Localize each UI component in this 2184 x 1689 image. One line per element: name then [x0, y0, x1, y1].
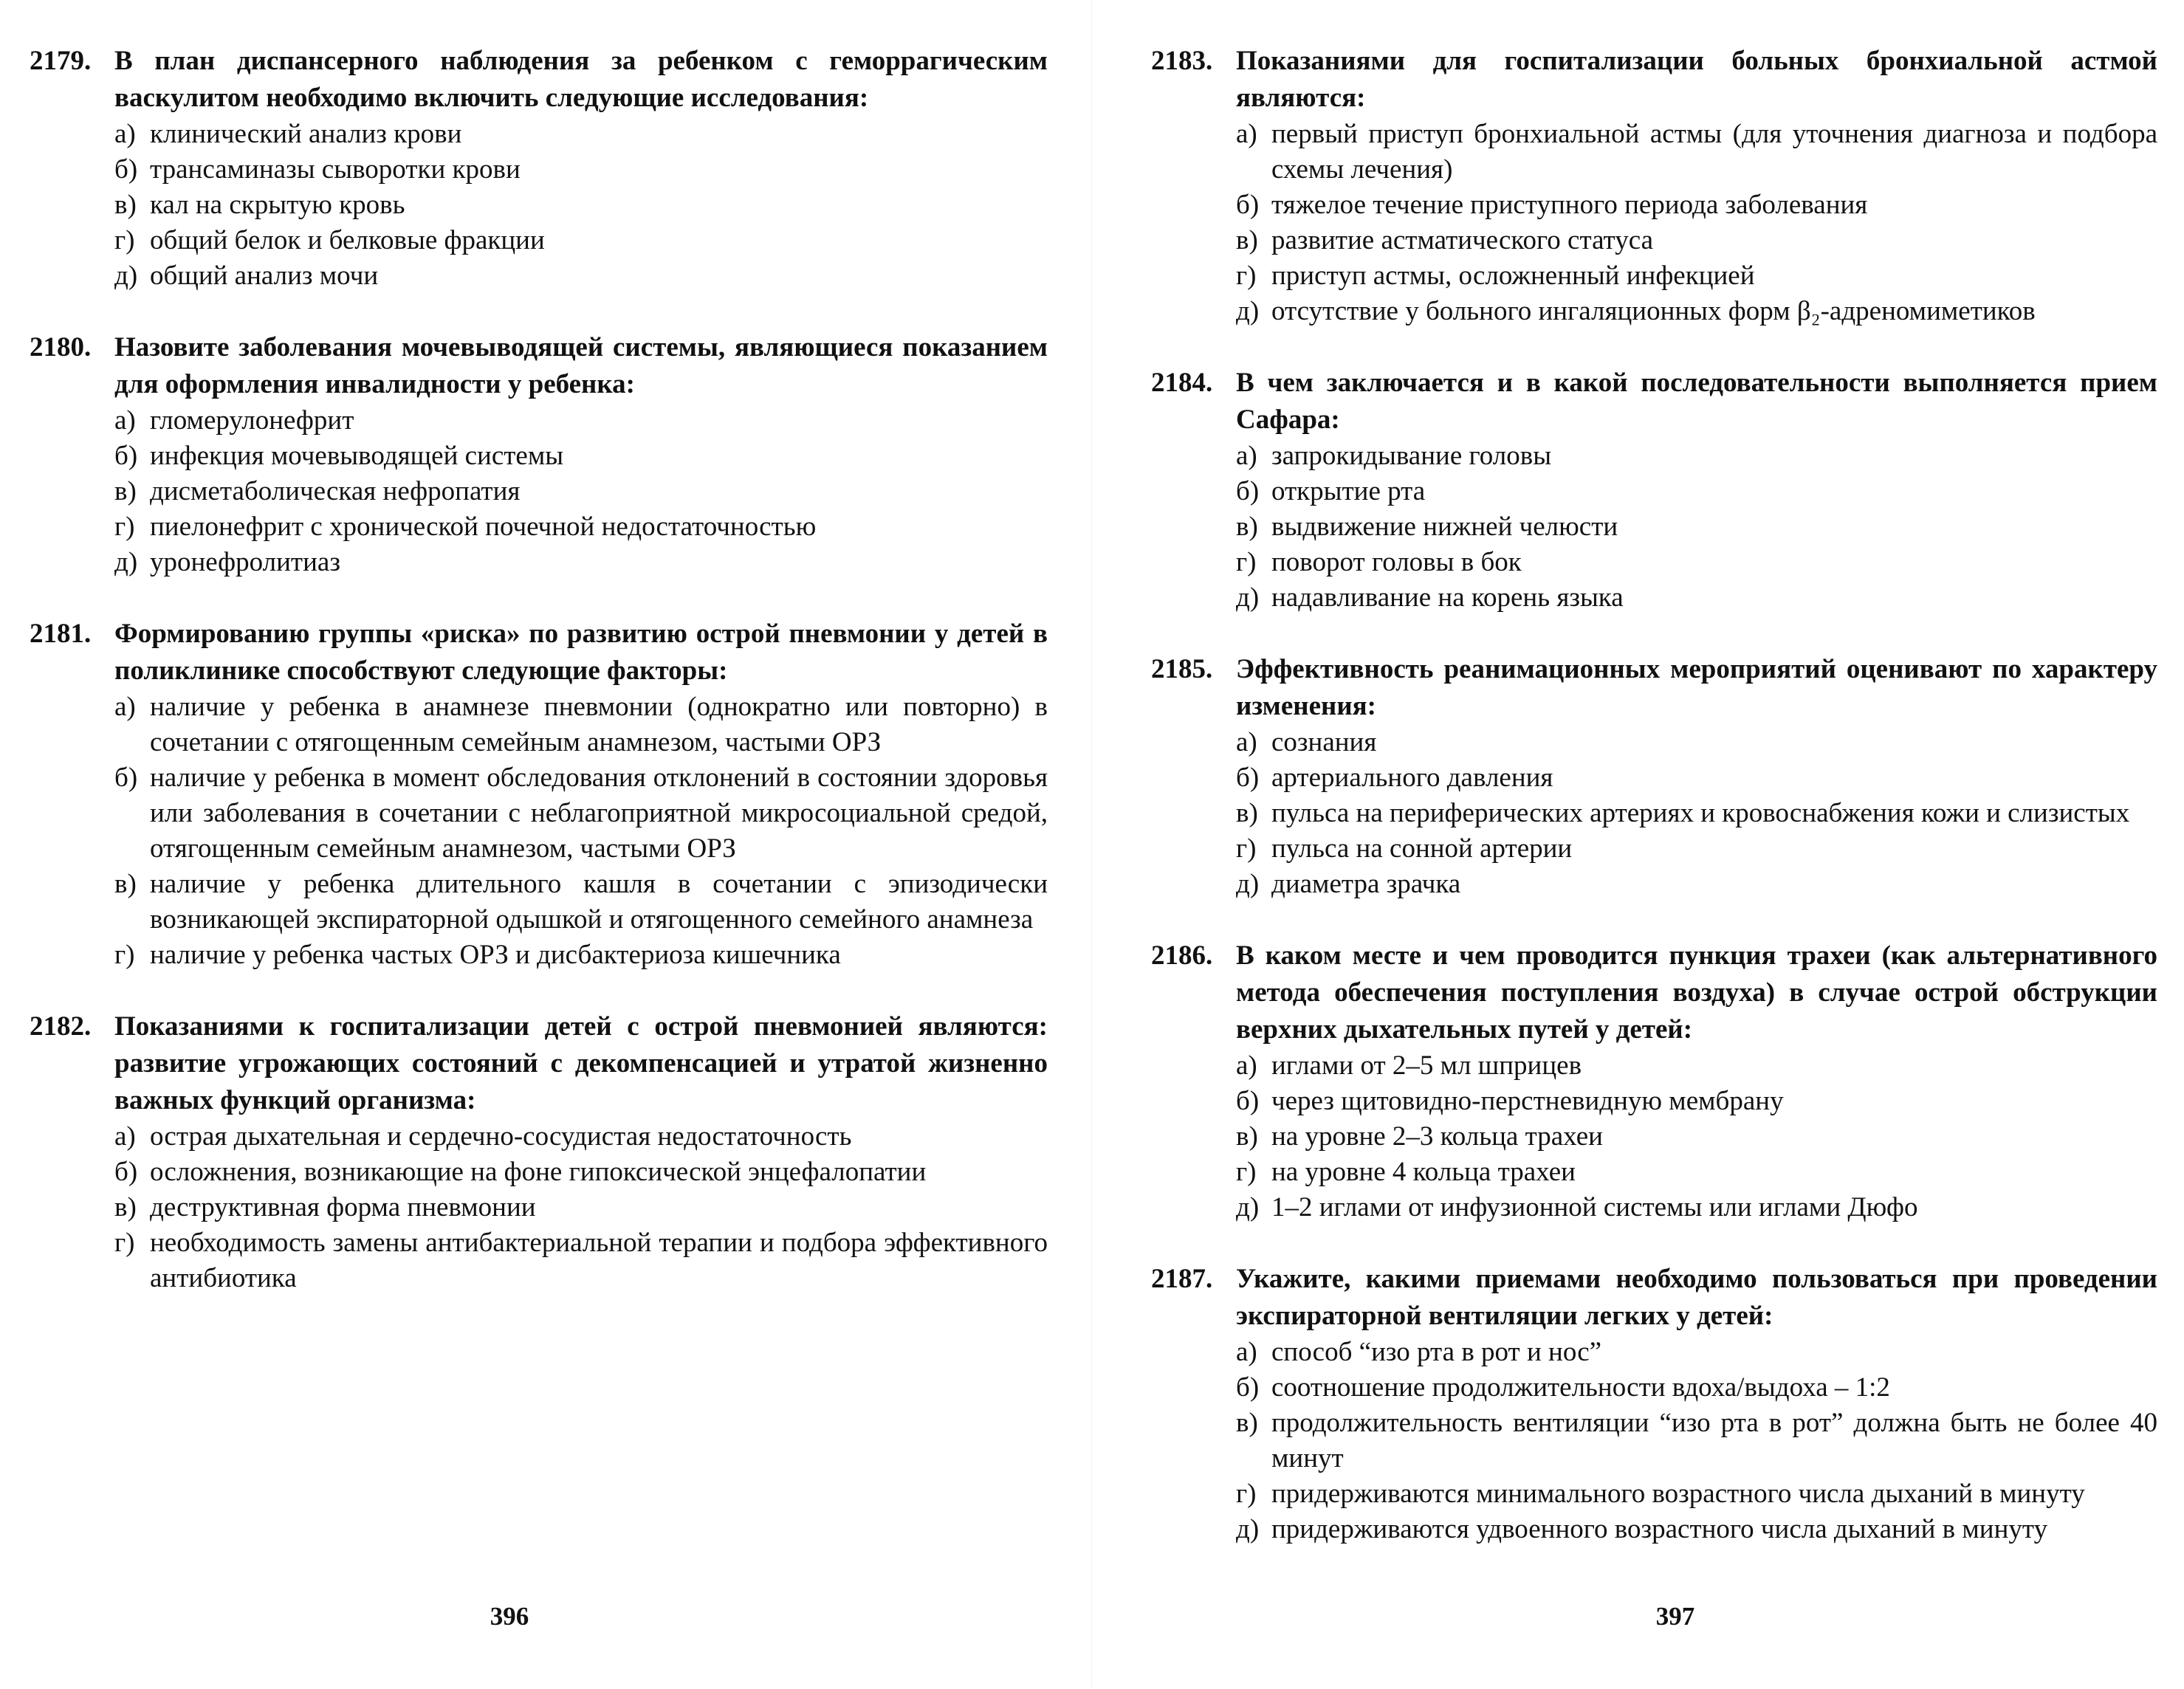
page-number: 397: [1655, 1602, 1695, 1631]
answer-option: [114, 258, 1048, 294]
option-letter: б): [1236, 1086, 1260, 1116]
answer-option: [114, 1119, 1048, 1155]
option-letter: д): [114, 547, 138, 577]
option-letter: а): [114, 119, 136, 149]
question-number: 2183.: [1151, 46, 1213, 76]
answer-option: [1236, 258, 2157, 294]
option-letter: в): [114, 476, 137, 506]
question-header: [1151, 1261, 2157, 1335]
question-number: 2185.: [1151, 654, 1213, 684]
option-text: наличие у ребенка длительного кашля в сочетании с эпизодически возникающей экспираторной одышкой и отягощенного семейного анамнеза: [150, 869, 1048, 935]
option-letter: б): [114, 441, 138, 471]
answer-option: [1236, 223, 2157, 258]
answer-options: [1151, 117, 2157, 329]
option-text: трансаминазы сыворотки крови: [150, 154, 521, 185]
question-2179: [30, 43, 1048, 294]
option-text: продолжительность вентиляции “изо рта в рот” должна быть не более 40 минут: [1271, 1408, 2157, 1473]
answer-option: [1236, 831, 2157, 867]
option-letter: г): [114, 940, 135, 970]
answer-options: [1151, 1335, 2157, 1547]
option-text: открытие рта: [1271, 476, 1426, 506]
option-text: поворот головы в бок: [1271, 547, 1522, 577]
question-number: 2181.: [30, 619, 92, 649]
question-2184: [1151, 365, 2157, 616]
answer-option: [1236, 509, 2157, 545]
answer-options: [1151, 1048, 2157, 1225]
question-text: Формированию группы «риска» по развитию острой пневмонии у детей в поликлинике способствуют следующие факторы:: [114, 619, 1048, 686]
question-text: В чем заключается и в какой последовательности выполняется прием Сафара:: [1236, 368, 2157, 435]
option-text: диаметра зрачка: [1271, 869, 1461, 899]
option-letter: г): [1236, 833, 1257, 864]
answer-option: [1236, 725, 2157, 760]
answer-option: [1236, 1048, 2157, 1084]
answer-option: [1236, 1406, 2157, 1476]
answer-option: [114, 1190, 1048, 1225]
option-letter: в): [1236, 1121, 1258, 1152]
option-text: уронефролитиаз: [150, 547, 340, 577]
question-header: [1151, 651, 2157, 725]
answer-options: [30, 403, 1048, 580]
question-number: 2186.: [1151, 940, 1213, 971]
question-2185: [1151, 651, 2157, 902]
option-text: приступ астмы, осложненный инфекцией: [1271, 261, 1755, 291]
answer-option: [114, 760, 1048, 867]
option-letter: а): [1236, 727, 1257, 757]
answer-option: [1236, 438, 2157, 474]
answer-option: [114, 689, 1048, 760]
answer-option: [114, 403, 1048, 438]
question-2183: [1151, 43, 2157, 329]
answer-option: [1236, 1335, 2157, 1370]
option-text: выдвижение нижней челюсти: [1271, 512, 1618, 542]
question-2186: [1151, 938, 2157, 1225]
option-text: наличие у ребенка в анамнезе пневмонии (однократно или повторно) в сочетании с отягощенным семейным анамнезом, частыми ОРЗ: [150, 692, 1048, 757]
option-text: первый приступ бронхиальной астмы (для уточнения диагноза и подбора схемы лечения): [1271, 119, 2157, 185]
option-text: иглами от 2–5 мл шприцев: [1271, 1050, 1582, 1081]
answer-option: [114, 545, 1048, 580]
option-text: острая дыхательная и сердечно-сосудистая недостаточность: [150, 1121, 852, 1152]
question-2187: [1151, 1261, 2157, 1547]
answer-option: [1236, 796, 2157, 831]
option-letter: д): [1236, 869, 1260, 899]
option-text: придерживаются удвоенного возрастного числа дыханий в минуту: [1271, 1514, 2048, 1544]
option-letter: а): [1236, 1050, 1257, 1081]
option-letter: д): [1236, 582, 1260, 613]
option-text: деструктивная форма пневмонии: [150, 1192, 536, 1222]
option-letter: в): [1236, 512, 1258, 542]
option-letter: а): [114, 692, 136, 722]
option-text: наличие у ребенка частых ОРЗ и дисбактериоза кишечника: [150, 940, 841, 970]
option-text: развитие астматического статуса: [1271, 225, 1654, 255]
answer-option: [114, 1155, 1048, 1190]
option-letter: б): [1236, 190, 1260, 220]
option-text: придерживаются минимального возрастного числа дыханий в минуту: [1271, 1479, 2085, 1509]
option-letter: г): [114, 1228, 135, 1258]
question-header: [30, 329, 1048, 403]
option-letter: г): [1236, 1157, 1257, 1187]
question-header: [30, 1008, 1048, 1119]
option-letter: б): [1236, 763, 1260, 793]
question-2180: [30, 329, 1048, 580]
option-text: соотношение продолжительности вдоха/выдоха – 1:2: [1271, 1372, 1890, 1403]
option-text: на уровне 4 кольца трахеи: [1271, 1157, 1576, 1187]
option-letter: а): [1236, 119, 1257, 149]
option-letter: д): [1236, 1514, 1260, 1544]
option-letter: г): [1236, 547, 1257, 577]
question-text: Показаниями к госпитализации детей с острой пневмонией являются: развитие угрожающих состояний с декомпенсацией и утратой жизненно важных функций организма:: [114, 1011, 1048, 1115]
answer-options: [1151, 438, 2157, 616]
option-letter: д): [114, 261, 138, 291]
option-text: способ “изо рта в рот и нос”: [1271, 1337, 1602, 1367]
question-number: 2184.: [1151, 368, 1213, 398]
option-letter: д): [1236, 1192, 1260, 1222]
option-letter: а): [1236, 1337, 1257, 1367]
option-text: на уровне 2–3 кольца трахеи: [1271, 1121, 1603, 1152]
option-text: 1–2 иглами от инфузионной системы или иглами Дюфо: [1271, 1192, 1918, 1222]
option-letter: в): [114, 190, 137, 220]
question-text: Показаниями для госпитализации больных бронхиальной астмой являются:: [1236, 46, 2157, 113]
question-header: [30, 43, 1048, 117]
option-text: гломерулонефрит: [150, 405, 354, 436]
answer-options: [30, 689, 1048, 973]
answer-options: [30, 117, 1048, 294]
question-text: Назовите заболевания мочевыводящей системы, являющиеся показанием для оформления инвалидности у ребенка:: [114, 332, 1048, 399]
option-letter: а): [114, 405, 136, 436]
option-text: осложнения, возникающие на фоне гипоксической энцефалопатии: [150, 1157, 927, 1187]
option-letter: б): [1236, 1372, 1260, 1403]
question-header: [1151, 43, 2157, 117]
answer-option: [1236, 188, 2157, 223]
option-text: отсутствие у больного ингаляционных форм β₂-адреномиметиков: [1271, 296, 2036, 326]
option-letter: в): [114, 1192, 137, 1222]
answer-options: [1151, 725, 2157, 902]
answer-option: [1236, 1155, 2157, 1190]
answer-option: [1236, 545, 2157, 580]
option-text: пульса на сонной артерии: [1271, 833, 1573, 864]
option-letter: г): [1236, 1479, 1257, 1509]
question-text: В каком месте и чем проводится пункция трахеи (как альтернативного метода обеспечения поступления воздуха) в случае острой обструкции верхних дыхательных путей у детей:: [1236, 940, 2157, 1045]
answer-option: [114, 938, 1048, 973]
answer-option: [114, 223, 1048, 258]
answer-options: [30, 1119, 1048, 1296]
question-text: Укажите, какими приемами необходимо пользоваться при проведении экспираторной вентиляции легких у детей:: [1236, 1264, 2157, 1331]
answer-option: [1236, 1476, 2157, 1512]
option-text: инфекция мочевыводящей системы: [150, 441, 564, 471]
question-header: [1151, 938, 2157, 1048]
option-letter: б): [114, 154, 138, 185]
option-text: наличие у ребенка в момент обследования отклонений в состоянии здоровья или заболевания в сочетании с неблагоприятной микросоциальной средой, отягощенным семейным анамнезом, частыми ОРЗ: [150, 763, 1048, 864]
option-letter: в): [1236, 1408, 1258, 1438]
answer-option: [114, 152, 1048, 188]
answer-option: [1236, 760, 2157, 796]
answer-option: [1236, 1119, 2157, 1155]
option-letter: а): [114, 1121, 136, 1152]
option-letter: г): [114, 512, 135, 542]
question-number: 2187.: [1151, 1264, 1213, 1294]
answer-option: [1236, 867, 2157, 902]
option-letter: г): [114, 225, 135, 255]
option-letter: б): [114, 763, 138, 793]
option-text: необходимость замены антибактериальной терапии и подбора эффективного антибиотика: [150, 1228, 1048, 1293]
option-letter: в): [1236, 798, 1258, 828]
option-letter: д): [1236, 296, 1260, 326]
page-number: 396: [490, 1602, 529, 1631]
option-text: клинический анализ крови: [150, 119, 462, 149]
option-text: общий анализ мочи: [150, 261, 379, 291]
question-2181: [30, 616, 1048, 973]
answer-option: [114, 867, 1048, 938]
question-number: 2180.: [30, 332, 92, 362]
answer-option: [1236, 580, 2157, 616]
answer-option: [114, 474, 1048, 509]
option-text: пульса на периферических артериях и кровоснабжения кожи и слизистых: [1271, 798, 2130, 828]
question-header: [30, 616, 1048, 689]
answer-option: [114, 438, 1048, 474]
option-text: общий белок и белковые фракции: [150, 225, 545, 255]
right-page: [1092, 0, 2184, 1689]
option-text: дисметаболическая нефропатия: [150, 476, 521, 506]
option-text: через щитовидно-перстневидную мембрану: [1271, 1086, 1784, 1116]
option-letter: в): [1236, 225, 1258, 255]
question-header: [1151, 365, 2157, 438]
question-number: 2179.: [30, 46, 92, 76]
option-text: тяжелое течение приступного периода заболевания: [1271, 190, 1868, 220]
option-letter: в): [114, 869, 137, 899]
question-number: 2182.: [30, 1011, 92, 1042]
option-text: сознания: [1271, 727, 1377, 757]
option-text: пиелонефрит с хронической почечной недостаточностью: [150, 512, 817, 542]
answer-option: [1236, 294, 2157, 329]
answer-option: [114, 117, 1048, 152]
option-letter: а): [1236, 441, 1257, 471]
option-letter: г): [1236, 261, 1257, 291]
option-text: кал на скрытую кровь: [150, 190, 405, 220]
answer-option: [114, 509, 1048, 545]
answer-option: [1236, 1370, 2157, 1406]
option-letter: б): [1236, 476, 1260, 506]
answer-option: [114, 1225, 1048, 1296]
answer-option: [1236, 474, 2157, 509]
option-text: надавливание на корень языка: [1271, 582, 1624, 613]
option-text: артериального давления: [1271, 763, 1553, 793]
answer-option: [1236, 1190, 2157, 1225]
answer-option: [1236, 1084, 2157, 1119]
question-text: Эффективность реанимационных мероприятий оценивают по характеру изменения:: [1236, 654, 2157, 721]
answer-option: [1236, 1512, 2157, 1547]
option-text: запрокидывание головы: [1271, 441, 1552, 471]
answer-option: [114, 188, 1048, 223]
question-text: В план диспансерного наблюдения за ребенком с геморрагическим васкулитом необходимо включить следующие исследования:: [114, 46, 1048, 113]
option-letter: б): [114, 1157, 138, 1187]
answer-option: [1236, 117, 2157, 188]
question-2182: [30, 1008, 1048, 1296]
